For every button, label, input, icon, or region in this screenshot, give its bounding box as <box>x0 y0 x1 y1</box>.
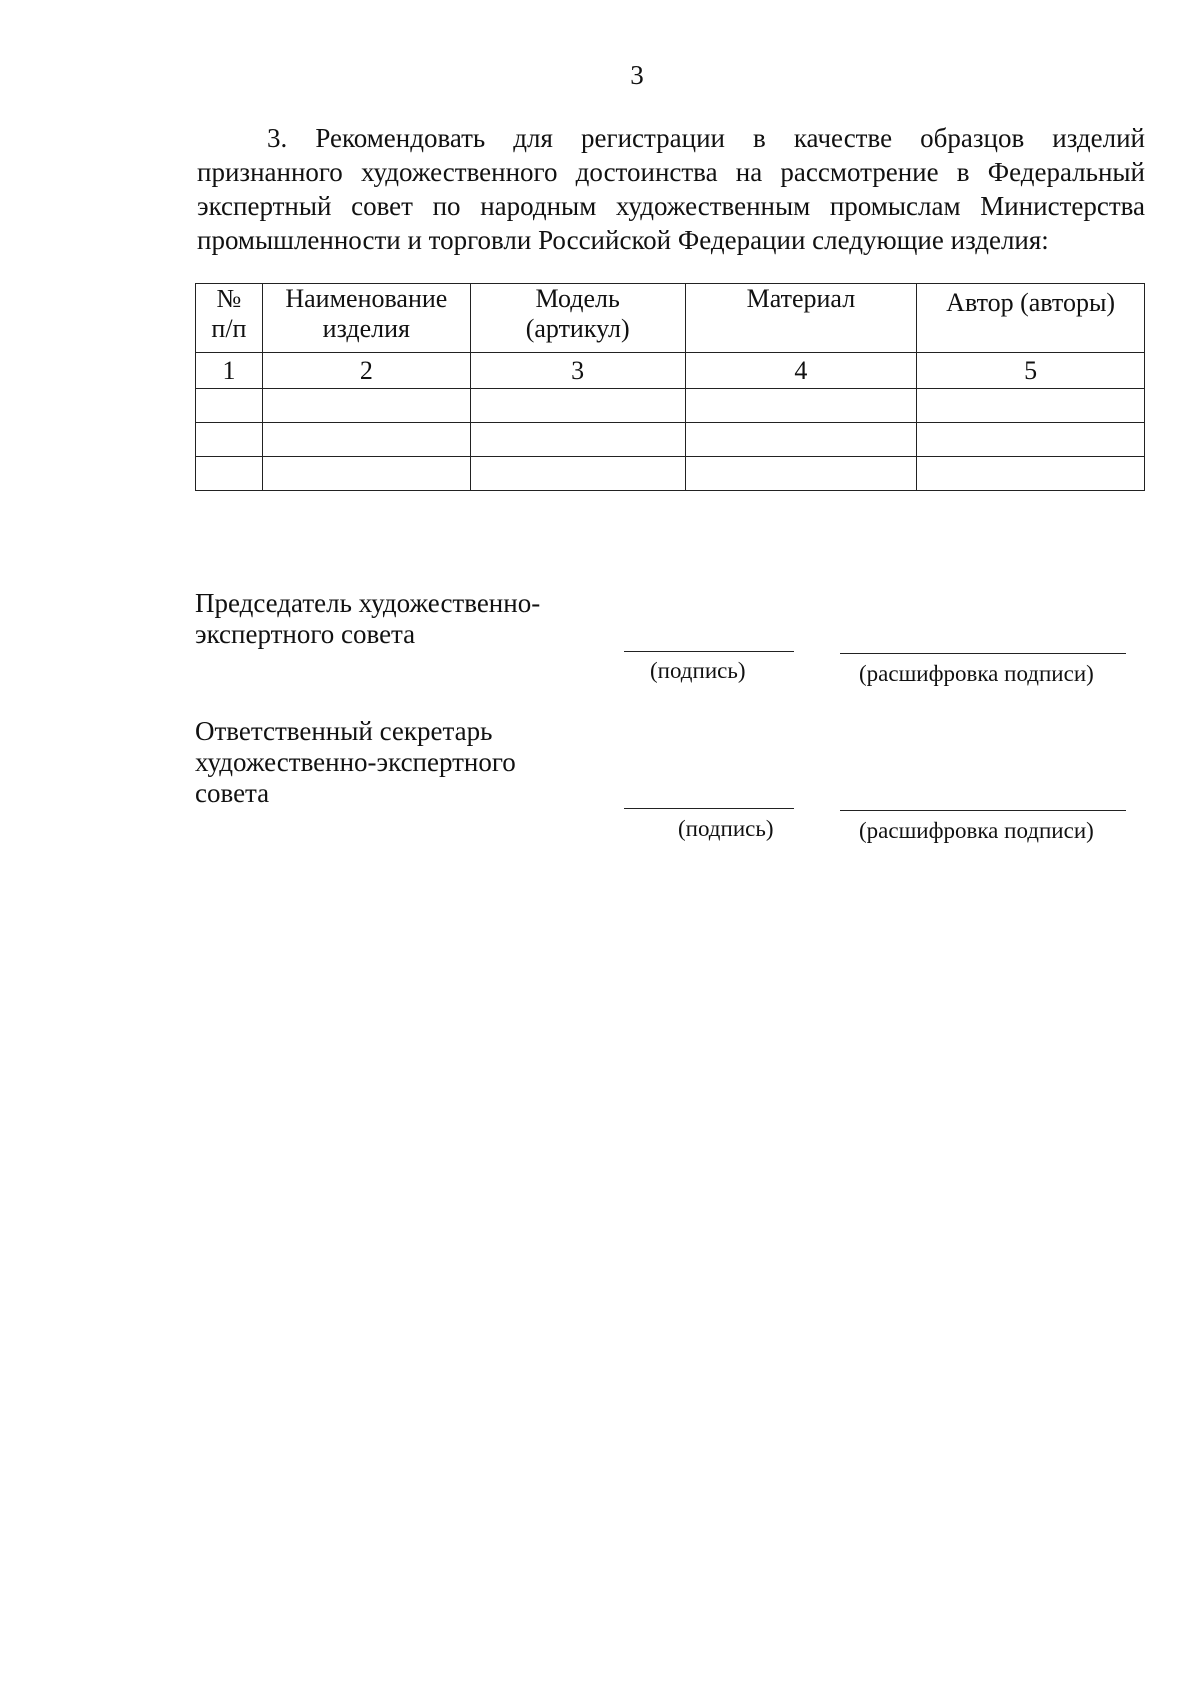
secretary-title-line: совета <box>195 778 270 808</box>
chairman-signature-caption: (подпись) <box>650 658 746 683</box>
header-line: Наименование <box>285 284 448 313</box>
page-number: 3 <box>630 60 644 90</box>
secretary-signature-caption: (подпись) <box>678 816 774 841</box>
table-cell <box>470 457 685 491</box>
items-table <box>195 283 1145 491</box>
table-row <box>196 389 1145 423</box>
header-line: (артикул) <box>525 314 630 343</box>
table-cell <box>470 423 685 457</box>
chairman-title <box>195 588 540 650</box>
secretary-title-line: Ответственный секретарь <box>195 716 493 746</box>
table-cell <box>262 423 470 457</box>
secretary-signature-line <box>624 808 794 809</box>
column-number-cell: 5 <box>917 353 1145 389</box>
column-number-row <box>196 353 1145 389</box>
table-header-row <box>196 284 1145 353</box>
table-cell <box>470 389 685 423</box>
table-cell <box>685 457 917 491</box>
header-line: Модель <box>535 284 620 313</box>
table-cell <box>917 457 1145 491</box>
table-cell <box>262 457 470 491</box>
table-cell <box>262 389 470 423</box>
secretary-title-line: художественно-экспертного <box>195 747 516 777</box>
recommendation-paragraph: 3. Рекомендовать для регистрации в качестве образцов изделий признанного художественного достоинства на рассмотрение в Федеральный экспертный совет по народным художественным промыслам Министерства промышленности и торговли Российской Федерации следующие изделия: <box>197 123 1145 255</box>
header-cell-material <box>685 284 917 353</box>
table-cell <box>196 457 263 491</box>
chairman-title-line: Председатель художественно- <box>195 588 541 618</box>
chairman-title-line: экспертного совета <box>195 619 416 649</box>
column-number-cell: 3 <box>470 353 685 389</box>
secretary-title <box>195 716 516 809</box>
header-line: № <box>216 284 242 313</box>
header-cell-author <box>917 284 1145 353</box>
header-line: изделия <box>322 314 411 343</box>
header-line: п/п <box>211 314 247 343</box>
secretary-decoding-line <box>840 810 1126 811</box>
column-number-cell: 4 <box>685 353 917 389</box>
table-cell <box>685 423 917 457</box>
table-cell <box>685 389 917 423</box>
header-cell-model <box>470 284 685 353</box>
table-cell <box>917 423 1145 457</box>
header-cell-name <box>262 284 470 353</box>
table-row <box>196 423 1145 457</box>
chairman-signature-line <box>624 651 794 652</box>
table-row <box>196 457 1145 491</box>
chairman-decoding-caption: (расшифровка подписи) <box>859 661 1094 686</box>
secretary-decoding-caption: (расшифровка подписи) <box>859 818 1094 843</box>
table-cell <box>196 389 263 423</box>
header-line: Материал <box>746 284 856 313</box>
table-cell <box>196 423 263 457</box>
column-number-cell: 2 <box>262 353 470 389</box>
header-cell-number <box>196 284 263 353</box>
column-number-cell: 1 <box>196 353 263 389</box>
chairman-decoding-line <box>840 653 1126 654</box>
header-line: Автор (авторы) <box>946 288 1116 317</box>
table-cell <box>917 389 1145 423</box>
